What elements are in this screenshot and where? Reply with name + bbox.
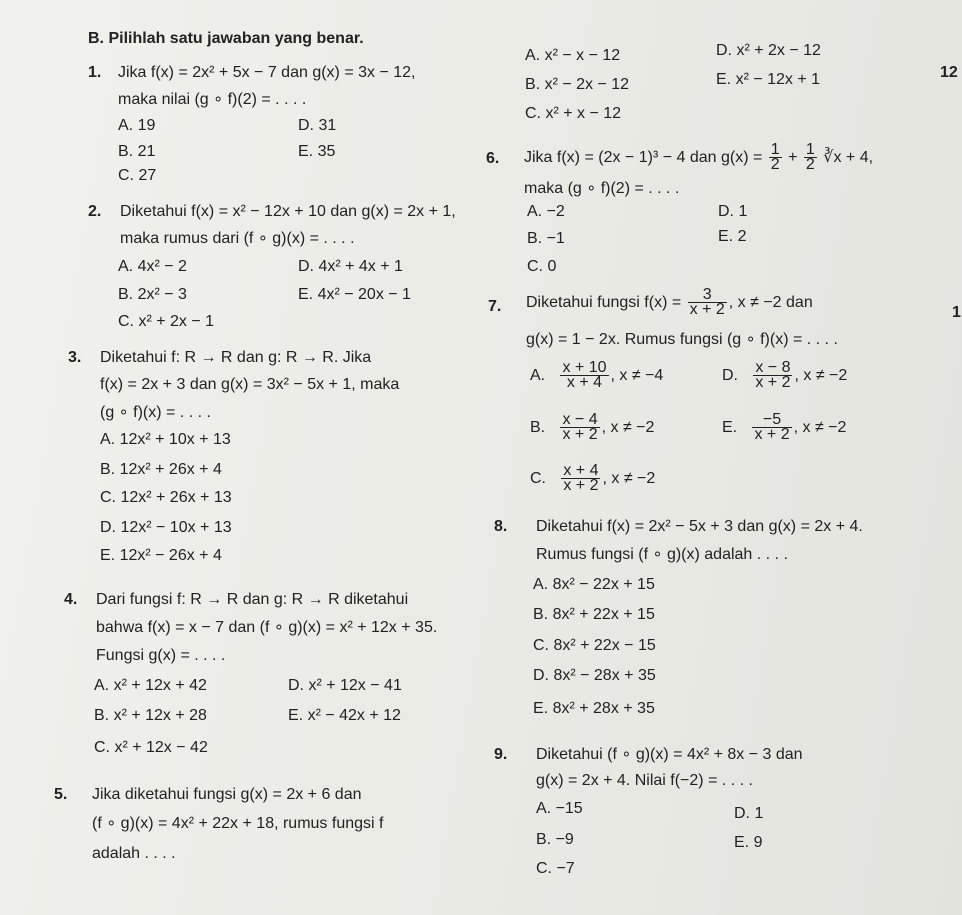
q3-number: 3.: [68, 349, 82, 366]
q6-line1-text: Jika f(x) = (2x − 1)³ − 4 dan g(x) =: [524, 149, 767, 166]
q2-option-a[interactable]: A. 4x² − 2: [118, 258, 187, 275]
q8-option-d[interactable]: D. 8x² − 28x + 35: [533, 667, 656, 684]
q4-option-a[interactable]: A. x² + 12x + 42: [94, 677, 207, 694]
q7-option-e-den: x + 2: [754, 426, 790, 444]
q6-half-fraction: [769, 143, 782, 172]
q6-option-b[interactable]: B. −1: [527, 230, 565, 247]
q6-option-c[interactable]: C. 0: [527, 258, 557, 275]
q2-option-e[interactable]: E. 4x² − 20x − 1: [298, 286, 411, 303]
q7-line1: [526, 286, 813, 320]
q8-number: 8.: [494, 518, 508, 535]
q2-option-d[interactable]: D. 4x² + 4x + 1: [298, 258, 403, 275]
q2-option-b[interactable]: B. 2x² − 3: [118, 286, 187, 303]
q7-line1-cond: , x ≠ −2 dan: [728, 294, 813, 311]
q2-option-c[interactable]: C. x² + 2x − 1: [118, 313, 215, 330]
q7-option-d-fraction: [753, 361, 792, 390]
q6-option-d[interactable]: D. 1: [718, 203, 748, 220]
q2-line2: maka rumus dari (f ∘ g)(x) = . . . .: [120, 230, 355, 247]
q7-option-c[interactable]: [530, 463, 655, 495]
q1-line1: Jika f(x) = 2x² + 5x − 7 dan g(x) = 3x − 12,: [118, 64, 416, 81]
q8-option-b[interactable]: B. 8x² + 22x + 15: [533, 606, 655, 623]
q2-line1: Diketahui f(x) = x² − 12x + 10 dan g(x) = 2x + 1,: [120, 203, 456, 220]
q7-option-b-den: x + 2: [562, 426, 598, 444]
edge-mark: 1: [952, 304, 961, 321]
q6-half2-denominator: 2: [805, 156, 815, 174]
q8-line1: Diketahui f(x) = 2x² − 5x + 3 dan g(x) = 2x + 4.: [536, 518, 863, 535]
q5-line2: (f ∘ g)(x) = 4x² + 22x + 18, rumus fungsi f: [92, 815, 384, 832]
q6-plus: +: [783, 149, 802, 166]
q8-option-c[interactable]: C. 8x² + 22x − 15: [533, 637, 656, 654]
q3-line3: (g ∘ f)(x) = . . . .: [100, 404, 211, 421]
q6-option-e[interactable]: E. 2: [718, 228, 747, 245]
q6-line2: maka (g ∘ f)(2) = . . . .: [524, 180, 680, 197]
q8-line2: Rumus fungsi (f ∘ g)(x) adalah . . . .: [536, 546, 788, 563]
q7-option-e-cond: , x ≠ −2: [793, 419, 847, 436]
q4-option-b[interactable]: B. x² + 12x + 28: [94, 707, 207, 724]
q6-half-denominator: 2: [770, 156, 780, 174]
q1-number: 1.: [88, 64, 102, 81]
q6-half-numerator: 1: [770, 141, 780, 159]
q6-number: 6.: [486, 150, 500, 167]
q3-line2: f(x) = 2x + 3 dan g(x) = 3x² − 5x + 1, maka: [100, 376, 400, 393]
q1-option-d[interactable]: D. 31: [298, 117, 337, 134]
q7-option-b-num: x − 4: [562, 411, 598, 429]
q7-option-d-den: x + 2: [755, 374, 791, 392]
q1-option-b[interactable]: B. 21: [118, 143, 156, 160]
q1-option-e[interactable]: E. 35: [298, 143, 336, 160]
q7-option-e-num: −5: [752, 413, 791, 428]
q7-option-a-den: x + 4: [566, 374, 603, 392]
q6-root-term: ∛x + 4,: [818, 149, 874, 166]
q6-half2-numerator: 1: [805, 141, 815, 159]
q9-line2: g(x) = 2x + 4. Nilai f(−2) = . . . .: [536, 772, 753, 789]
q7-option-a[interactable]: [530, 360, 663, 392]
q7-option-a-cond: , x ≠ −4: [610, 367, 664, 384]
q5-number: 5.: [54, 786, 68, 803]
q0-option-b[interactable]: B. x² − 2x − 12: [525, 76, 630, 93]
q4-number: 4.: [64, 591, 78, 608]
edge-page-number: 12: [940, 64, 958, 81]
q7-option-a-num: x + 10: [562, 359, 607, 377]
q3-option-d[interactable]: D. 12x² − 10x + 13: [100, 519, 232, 536]
q4-option-e[interactable]: E. x² − 42x + 12: [288, 707, 401, 724]
q1-line2: maka nilai (g ∘ f)(2) = . . . .: [118, 91, 307, 108]
q9-option-e[interactable]: E. 9: [734, 834, 763, 851]
section-title: B. Pilihlah satu jawaban yang benar.: [88, 30, 364, 47]
q7-option-a-label: A.: [530, 367, 546, 384]
q7-option-c-label: C.: [530, 470, 546, 487]
q9-option-a[interactable]: A. −15: [536, 800, 583, 817]
q7-option-b[interactable]: [530, 412, 654, 444]
q7-option-e-label: E.: [722, 419, 738, 436]
q2-number: 2.: [88, 203, 102, 220]
q0-option-c[interactable]: C. x² + x − 12: [525, 105, 622, 122]
q4-option-c[interactable]: C. x² + 12x − 42: [94, 739, 208, 756]
q7-option-c-den: x + 2: [563, 477, 599, 495]
q7-f-numerator: 3: [688, 288, 727, 303]
q8-option-a[interactable]: A. 8x² − 22x + 15: [533, 576, 655, 593]
q3-option-e[interactable]: E. 12x² − 26x + 4: [100, 547, 222, 564]
q7-option-e[interactable]: [722, 412, 846, 444]
q9-line1: Diketahui (f ∘ g)(x) = 4x² + 8x − 3 dan: [536, 746, 803, 763]
q1-option-c[interactable]: C. 27: [118, 167, 157, 184]
q9-number: 9.: [494, 746, 508, 763]
q7-line1-text: Diketahui fungsi f(x) =: [526, 294, 686, 311]
q9-option-d[interactable]: D. 1: [734, 805, 764, 822]
q7-option-b-fraction: [560, 413, 599, 442]
q3-line1: Diketahui f: R → R dan g: R → R. Jika: [100, 349, 372, 366]
q7-option-e-fraction: [752, 413, 791, 442]
q7-f-denominator: x + 2: [689, 301, 725, 319]
q6-option-a[interactable]: A. −2: [527, 203, 565, 220]
q4-line3: Fungsi g(x) = . . . .: [96, 647, 226, 664]
q7-option-a-fraction: [560, 361, 608, 390]
q7-option-d-label: D.: [722, 367, 738, 384]
q6-line1: [524, 143, 873, 173]
q0-option-d[interactable]: D. x² + 2x − 12: [716, 42, 821, 59]
q7-option-c-fraction: [561, 464, 600, 493]
q9-option-c[interactable]: C. −7: [536, 860, 575, 877]
q7-f-fraction: [688, 288, 727, 317]
q5-line3: adalah . . . .: [92, 845, 176, 862]
q9-option-b[interactable]: B. −9: [536, 831, 574, 848]
q1-option-a[interactable]: A. 19: [118, 117, 156, 134]
q3-option-b[interactable]: B. 12x² + 26x + 4: [100, 461, 222, 478]
q7-option-c-num: x + 4: [563, 462, 599, 480]
q7-option-d-num: x − 8: [755, 359, 791, 377]
q7-option-d-cond: , x ≠ −2: [794, 367, 848, 384]
q7-option-d[interactable]: [722, 360, 847, 392]
q4-option-d[interactable]: D. x² + 12x − 41: [288, 677, 402, 694]
q0-option-a[interactable]: A. x² − x − 12: [525, 47, 621, 64]
q7-option-b-label: B.: [530, 419, 546, 436]
q7-line2: g(x) = 1 − 2x. Rumus fungsi (g ∘ f)(x) = . . . .: [526, 331, 838, 348]
q7-option-b-cond: , x ≠ −2: [601, 419, 655, 436]
q7-option-c-cond: , x ≠ −2: [602, 470, 656, 487]
q0-option-e[interactable]: E. x² − 12x + 1: [716, 71, 821, 88]
q4-line2: bahwa f(x) = x − 7 dan (f ∘ g)(x) = x² + 12x + 35.: [96, 619, 438, 636]
q7-number: 7.: [488, 298, 502, 315]
q3-option-a[interactable]: A. 12x² + 10x + 13: [100, 431, 231, 448]
q5-line1: Jika diketahui fungsi g(x) = 2x + 6 dan: [92, 786, 362, 803]
q8-option-e[interactable]: E. 8x² + 28x + 35: [533, 700, 655, 717]
q4-line1: Dari fungsi f: R → R dan g: R → R diketahui: [96, 591, 409, 608]
q3-option-c[interactable]: C. 12x² + 26x + 13: [100, 489, 232, 506]
q6-half-fraction-2: [804, 143, 817, 172]
